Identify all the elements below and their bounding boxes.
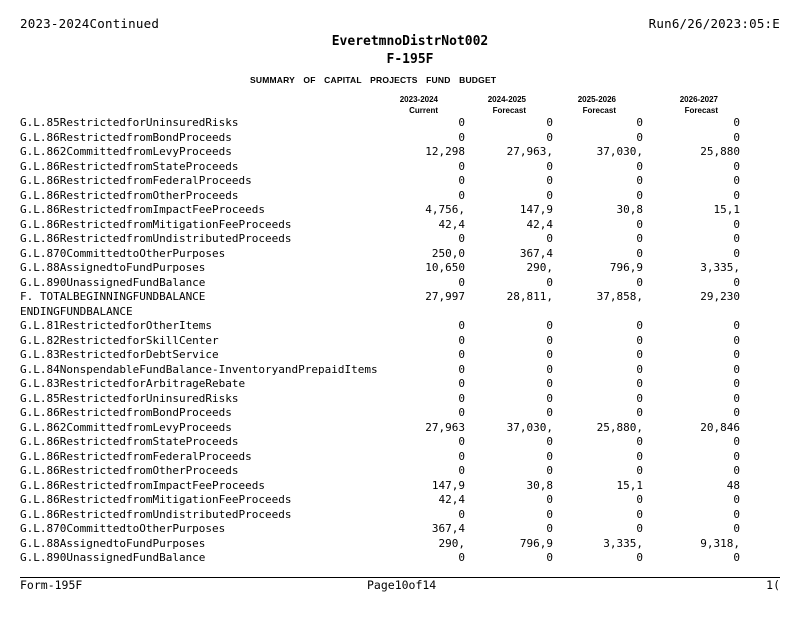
row-value: 0: [636, 507, 643, 521]
row-value: 48: [726, 478, 740, 492]
page-number: Page10of14: [367, 578, 437, 592]
row-label: G.L.86RestrictedfromImpactFeeProceeds: [20, 203, 266, 216]
table-row: [20, 145, 780, 160]
row-label: G.L.862CommittedfromLevyProceeds: [20, 420, 232, 434]
row-value: 30,8: [526, 478, 553, 492]
row-value: 0: [546, 188, 553, 202]
row-value: 0: [733, 217, 740, 231]
row-value: 42,4: [526, 217, 553, 231]
column-sub: Forecast: [582, 106, 616, 115]
row-value: 0: [458, 319, 465, 332]
row-value: 0: [636, 449, 643, 463]
row-label: G.L.84NonspendableFundBalance-InventoryandPrepaidItems: [20, 362, 378, 376]
row-label: G.L.86RestrictedfromOtherProceeds: [20, 464, 239, 477]
row-value: 0: [636, 435, 643, 448]
row-value: 0: [546, 507, 553, 521]
row-label: G.L.890UnassignedFundBalance: [20, 275, 206, 289]
row-value: 0: [546, 493, 553, 506]
row-label: G.L.86RestrictedfromStateProceeds: [20, 159, 239, 173]
row-label: G.L.86RestrictedfromUndistributedProceeds: [20, 232, 292, 245]
row-value: 290,: [526, 261, 553, 274]
table-row: [20, 493, 780, 508]
row-value: 30,8: [616, 203, 643, 216]
row-value: 0: [636, 130, 643, 144]
row-value: 0: [733, 493, 740, 506]
table-row: [20, 479, 780, 494]
row-value: 27,963: [425, 420, 465, 434]
table-row: [20, 508, 780, 523]
row-value: 9,318,: [700, 536, 740, 550]
table-row: [20, 261, 780, 276]
row-value: 0: [636, 406, 643, 419]
row-value: 0: [546, 174, 553, 187]
row-label: G.L.83RestrictedforArbitrageRebate: [20, 377, 246, 390]
form-number: Form-195F: [20, 578, 83, 592]
row-value: 4,756,: [425, 203, 465, 216]
row-value: 0: [546, 333, 553, 347]
row-value: 15,1: [616, 478, 643, 492]
row-value: 10,650: [425, 261, 465, 274]
column-year: 2025-2026: [577, 95, 616, 104]
row-value: 0: [733, 116, 740, 129]
row-value: 0: [733, 246, 740, 260]
row-value: 0: [636, 319, 643, 332]
column-year: 2023-2024: [399, 95, 438, 104]
row-value: 0: [733, 522, 740, 535]
row-value: 0: [636, 159, 643, 173]
table-row: [20, 116, 780, 131]
row-value: 0: [636, 493, 643, 506]
table-row: [20, 377, 780, 392]
row-value: 0: [636, 464, 643, 477]
row-value: 0: [546, 522, 553, 535]
row-value: 0: [458, 551, 465, 564]
table-row: [20, 218, 780, 233]
table-row: [20, 174, 780, 189]
row-value: 15,1: [713, 203, 740, 216]
table-row: [20, 131, 780, 146]
row-value: 28,811,: [506, 290, 553, 303]
column-header-2023-2024: [390, 94, 438, 116]
row-value: 0: [733, 377, 740, 390]
row-value: 0: [458, 232, 465, 245]
row-value: 796,9: [609, 261, 643, 274]
table-row: [20, 348, 780, 363]
column-year: 2026-2027: [679, 95, 718, 104]
column-sub: Current: [409, 106, 438, 115]
row-value: 0: [546, 435, 553, 448]
row-value: 0: [733, 406, 740, 419]
district-title: EveretmnoDistrNot002: [331, 34, 489, 49]
row-label: G.L.81RestrictedforOtherItems: [20, 319, 213, 332]
table-row: [20, 363, 780, 378]
row-value: 0: [636, 217, 643, 231]
row-value: 0: [636, 232, 643, 245]
row-value: 147,9: [431, 478, 465, 492]
row-label: G.L.82RestrictedforSkillCenter: [20, 333, 219, 347]
row-label: F. TOTALBEGINNINGFUNDBALANCE: [20, 290, 206, 303]
row-value: 37,030,: [596, 145, 643, 158]
row-label: G.L.86RestrictedfromMitigationFeeProceeds: [20, 217, 292, 231]
column-sub: Forecast: [684, 106, 718, 115]
row-value: 0: [733, 464, 740, 477]
row-label: G.L.86RestrictedfromStateProceeds: [20, 435, 239, 448]
row-value: 0: [636, 174, 643, 187]
table-row: [20, 276, 780, 291]
row-value: 37,030,: [506, 420, 553, 434]
row-label: G.L.83RestrictedforDebtService: [20, 348, 219, 361]
row-value: 367,4: [431, 522, 465, 535]
table-row: [20, 160, 780, 175]
row-value: 0: [733, 130, 740, 144]
row-value: 0: [546, 406, 553, 419]
row-value: 0: [636, 377, 643, 390]
row-value: 0: [733, 319, 740, 332]
table-row: [20, 290, 780, 305]
form-title: F-195F: [386, 52, 434, 67]
row-value: 25,880,: [596, 420, 643, 434]
row-value: 12,298: [425, 145, 465, 158]
row-value: 3,335,: [603, 536, 643, 550]
row-value: 37,858,: [596, 290, 643, 303]
row-value: 796,9: [519, 536, 553, 550]
row-value: 0: [733, 232, 740, 245]
row-label: G.L.86RestrictedfromBondProceeds: [20, 406, 232, 419]
row-value: 0: [636, 348, 643, 361]
row-value: 0: [458, 391, 465, 405]
row-value: 0: [733, 188, 740, 202]
row-value: 0: [636, 551, 643, 564]
row-value: 0: [733, 435, 740, 448]
row-value: 0: [636, 362, 643, 376]
table-row: [20, 319, 780, 334]
table-row: [20, 450, 780, 465]
row-value: 367,4: [519, 246, 553, 260]
column-header-2026-2027: [670, 94, 718, 116]
table-row: [20, 334, 780, 349]
row-value: 0: [546, 130, 553, 144]
row-value: 0: [733, 449, 740, 463]
run-continued-label: 2023-2024Continued: [20, 16, 160, 31]
table-row: [20, 305, 780, 320]
row-value: 0: [458, 377, 465, 390]
column-year: 2024-2025: [487, 95, 526, 104]
row-value: 0: [546, 275, 553, 289]
row-value: 0: [733, 551, 740, 564]
table-row: [20, 551, 780, 566]
table-row: [20, 435, 780, 450]
row-value: 0: [458, 449, 465, 463]
row-value: 0: [546, 159, 553, 173]
table-row: [20, 203, 780, 218]
row-value: 27,963,: [506, 145, 553, 158]
row-label: G.L.88AssignedtoFundPurposes: [20, 261, 206, 274]
row-value: 20,846: [700, 420, 740, 434]
row-value: 0: [546, 116, 553, 129]
row-value: 0: [636, 116, 643, 129]
row-value: 0: [546, 348, 553, 361]
row-value: 0: [458, 130, 465, 144]
row-value: 0: [733, 391, 740, 405]
row-value: 0: [733, 275, 740, 289]
row-value: 0: [636, 391, 643, 405]
row-value: 0: [458, 507, 465, 521]
row-value: 0: [458, 362, 465, 376]
row-label: G.L.86RestrictedfromImpactFeeProceeds: [20, 478, 266, 492]
row-label: G.L.86RestrictedfromMitigationFeeProceeds: [20, 493, 292, 506]
row-value: 0: [458, 333, 465, 347]
run-date-label: Run6/26/2023:05:E: [648, 16, 780, 31]
row-value: 0: [546, 551, 553, 564]
row-value: 0: [546, 362, 553, 376]
row-value: 0: [458, 116, 465, 129]
row-value: 0: [458, 159, 465, 173]
table-row: [20, 464, 780, 479]
row-value: 0: [546, 377, 553, 390]
row-value: 0: [636, 522, 643, 535]
column-sub: Forecast: [492, 106, 526, 115]
row-label: G.L.86RestrictedfromFederalProceeds: [20, 449, 252, 463]
row-value: 0: [458, 174, 465, 187]
row-label: G.L.86RestrictedfromBondProceeds: [20, 130, 232, 144]
row-value: 0: [546, 449, 553, 463]
row-label: G.L.88AssignedtoFundPurposes: [20, 536, 206, 550]
column-header-2025-2026: [568, 94, 616, 116]
row-value: 0: [733, 348, 740, 361]
row-label: G.L.86RestrictedfromFederalProceeds: [20, 174, 252, 187]
budget-table: [20, 116, 780, 566]
row-value: 0: [636, 275, 643, 289]
table-row: [20, 537, 780, 552]
row-label: G.L.85RestrictedforUninsuredRisks: [20, 116, 239, 129]
row-value: 0: [546, 464, 553, 477]
row-value: 0: [733, 159, 740, 173]
row-value: 0: [636, 246, 643, 260]
table-row: [20, 392, 780, 407]
row-value: 147,9: [519, 203, 553, 216]
table-row: [20, 522, 780, 537]
row-label: G.L.870CommittedtoOtherPurposes: [20, 246, 226, 260]
row-label: G.L.86RestrictedfromUndistributedProceeds: [20, 507, 292, 521]
row-value: 29,230: [700, 290, 740, 303]
row-label: G.L.890UnassignedFundBalance: [20, 551, 206, 564]
table-row: [20, 406, 780, 421]
summary-heading: SUMMARY OF CAPITAL PROJECTS FUND BUDGET: [250, 75, 497, 85]
row-value: 0: [458, 435, 465, 448]
row-value: 0: [458, 188, 465, 202]
row-value: 0: [636, 188, 643, 202]
row-label: G.L.86RestrictedfromOtherProceeds: [20, 188, 239, 202]
row-value: 0: [458, 348, 465, 361]
row-value: 0: [733, 362, 740, 376]
table-row: [20, 421, 780, 436]
table-row: [20, 247, 780, 262]
row-value: 0: [546, 232, 553, 245]
row-value: 0: [458, 275, 465, 289]
row-value: 25,880: [700, 145, 740, 158]
row-value: 0: [458, 406, 465, 419]
row-label: G.L.862CommittedfromLevyProceeds: [20, 145, 232, 158]
row-value: 0: [733, 333, 740, 347]
row-value: 0: [546, 391, 553, 405]
row-label: ENDINGFUNDBALANCE: [20, 304, 133, 318]
row-value: 27,997: [425, 290, 465, 303]
row-value: 0: [733, 507, 740, 521]
row-value: 250,0: [431, 246, 465, 260]
row-value: 0: [733, 174, 740, 187]
row-value: 0: [636, 333, 643, 347]
row-label: G.L.870CommittedtoOtherPurposes: [20, 522, 226, 535]
row-value: 0: [546, 319, 553, 332]
row-value: 3,335,: [700, 261, 740, 274]
column-header-2024-2025: [478, 94, 526, 116]
table-row: [20, 189, 780, 204]
row-value: 290,: [438, 536, 465, 550]
row-label: G.L.85RestrictedforUninsuredRisks: [20, 391, 239, 405]
row-value: 42,4: [438, 493, 465, 506]
row-value: 0: [458, 464, 465, 477]
footer-right-marker: 1(: [766, 578, 780, 592]
row-value: 42,4: [438, 217, 465, 231]
table-row: [20, 232, 780, 247]
